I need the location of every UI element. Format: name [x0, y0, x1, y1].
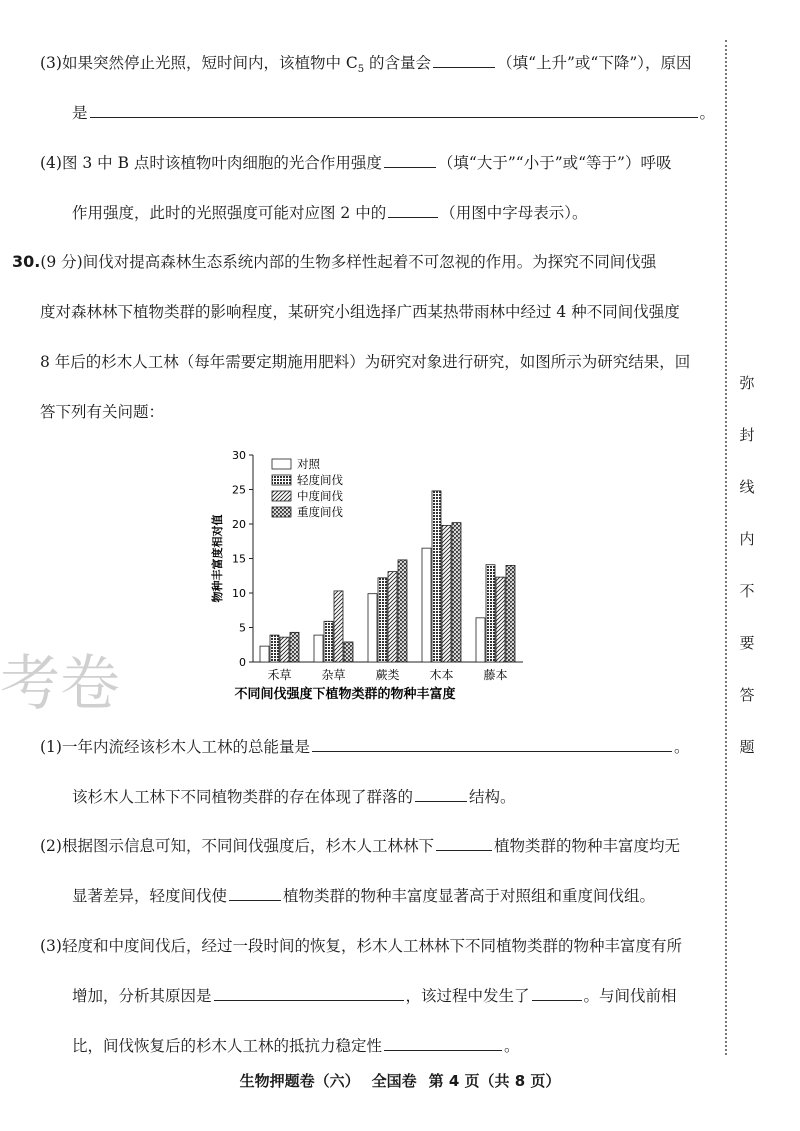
x-tick-label: 木本: [429, 668, 454, 682]
q30-part3-text-d: 比，间伐恢复后的杉木人工林的抵抗力稳定性: [72, 1037, 383, 1055]
legend-label: 重度间伐: [297, 505, 343, 519]
bar: [368, 594, 377, 662]
seal-char-4: 内: [739, 530, 755, 548]
chart-legend: [272, 457, 343, 519]
seal-char-5: 不: [739, 582, 755, 600]
bar: [334, 591, 343, 662]
q30-part3-stability-blank[interactable]: [384, 1035, 502, 1051]
bar: [280, 637, 289, 662]
c5-subscript: 5: [357, 64, 365, 76]
q30-part2-line2: [72, 885, 655, 907]
y-tick-label: 30: [232, 449, 246, 462]
q30-part3-text-c: 。与间伐前相: [583, 987, 677, 1005]
seal-char-8: 题: [739, 738, 755, 756]
y-tick-label: 25: [232, 483, 246, 497]
x-tick-label: 藤本: [483, 668, 508, 682]
q29-part4-text-a: (4)图 3 中 B 点时该植物叶肉细胞的光合作用强度: [40, 154, 382, 172]
q30-part1-text-b: 该杉木人工林下不同植物类群的存在体现了群落的: [72, 788, 414, 806]
footer-exam-title: 生物押题卷（六）: [239, 1072, 360, 1090]
q30-intro-text-1: (9 分)间伐对提高森林生态系统内部的生物多样性起着不可忽视的作用。为探究不同间伐强: [40, 253, 657, 271]
q30-intro-line4: 答下列有关问题：: [40, 403, 165, 421]
q30-number: 30.: [12, 252, 41, 271]
legend-swatch: [272, 475, 291, 485]
bar: [388, 572, 397, 662]
q30-part2-text-c: 显著差异，轻度间伐使: [72, 887, 228, 905]
q30-part2-text-b: 植物类群的物种丰富度均无: [493, 837, 680, 855]
q30-part2-text-a: (2)根据图示信息可知，不同间伐强度后，杉木人工林林下: [40, 837, 434, 855]
seal-char-6: 要: [739, 634, 755, 652]
q29-part4-text-c: 作用强度，此时的光照强度可能对应图 2 中的: [72, 204, 387, 222]
q29-part4-text-d: （用图中字母表示）。: [440, 204, 588, 222]
q30-intro-line1: [12, 251, 656, 273]
seal-char-3: 线: [739, 478, 755, 496]
bar: [324, 621, 333, 662]
q30-intro-line2: 度对森林林下植物类群的影响程度，某研究小组选择广西某热带雨林中经过 4 种不同间伐强度: [40, 303, 680, 321]
watermark-stamp: 考卷: [0, 649, 120, 719]
y-tick-label: 0: [239, 656, 246, 669]
q30-part3-line3: [72, 1035, 520, 1057]
q29-part3-period: 。: [699, 104, 716, 122]
q29-part3-text-c: （填“上升”或“下降”），原因: [497, 54, 692, 72]
bar: [496, 577, 505, 662]
q30-part2-text-d: 植物类群的物种丰富度显著高于对照组和重度间伐组。: [283, 887, 656, 905]
legend-swatch: [272, 507, 291, 517]
bar: [378, 578, 387, 662]
legend-swatch: [272, 491, 291, 501]
y-tick-label: 20: [232, 518, 246, 531]
footer-scope: 全国卷: [371, 1072, 417, 1090]
x-tick-label: 禾草: [267, 668, 292, 682]
q29-part3-line2: [72, 102, 715, 124]
q29-part3-reason-blank[interactable]: [90, 102, 698, 118]
q30-part3-period: 。: [504, 1037, 520, 1055]
q29-part4-line2: [72, 202, 587, 224]
y-tick-label: 15: [232, 552, 246, 566]
bar: [452, 523, 461, 662]
x-tick-label: 杂草: [321, 668, 346, 682]
q30-part3-succession-blank[interactable]: [532, 985, 582, 1001]
q30-part1-text-a: (1)一年内流经该杉木人工林的总能量是: [40, 738, 310, 756]
seal-char-2: 封: [739, 426, 755, 444]
legend-label: 轻度间伐: [297, 473, 343, 487]
species-richness-chart: [205, 440, 535, 710]
legend-swatch: [272, 459, 291, 469]
seal-char-7: 答: [739, 686, 755, 704]
q29-part3-text-b: 的含量会: [364, 54, 432, 72]
x-tick-label: 蕨类: [375, 668, 400, 682]
bar: [506, 565, 515, 662]
y-tick-label: 10: [232, 587, 246, 600]
q30-part3-text-a: 增加，分析其原因是: [72, 987, 212, 1005]
page-footer: [0, 1070, 800, 1091]
q30-part1-energy-blank[interactable]: [312, 736, 672, 752]
q30-part1-line2: [72, 786, 516, 808]
q29-part4-text-b: （填“大于”“小于”或“等于”）呼吸: [437, 154, 672, 172]
bar: [344, 642, 353, 662]
y-tick-label: 5: [239, 621, 246, 635]
q30-part1-line1: [40, 736, 689, 758]
bar: [314, 635, 323, 662]
q30-part1-period: 。: [673, 738, 690, 756]
q30-part3-text-b: ，该过程中发生了: [405, 987, 530, 1005]
bar: [432, 491, 441, 662]
q29-part3-answer-blank-1[interactable]: [433, 52, 495, 68]
q30-intro-line3: 8 年后的杉木人工林（每年需要定期施用肥料）为研究对象进行研究，如图所示为研究结果，回: [40, 353, 691, 371]
bar: [290, 632, 299, 662]
q30-part3-line1: (3)轻度和中度间伐后，经过一段时间的恢复，杉木人工林林下不同植物类群的物种丰富度有所: [40, 937, 682, 955]
bar: [398, 560, 407, 662]
bar: [476, 618, 485, 662]
chart-title: 不同间伐强度下植物类群的物种丰富度: [234, 687, 456, 702]
seal-dotted-line: [725, 40, 727, 1055]
bar: [442, 525, 451, 662]
q29-part3-line1: [40, 52, 692, 81]
q30-part1-text-c: 结构。: [469, 788, 516, 806]
seal-char-1: 弥: [739, 374, 755, 392]
bar: [270, 635, 279, 662]
q29-part3-reason-label: 是: [72, 104, 88, 122]
q30-part2-answer-blank-2[interactable]: [229, 885, 281, 901]
bar: [486, 565, 495, 662]
q30-part3-reason-blank[interactable]: [214, 985, 404, 1001]
q30-part2-answer-blank-1[interactable]: [436, 835, 492, 851]
q29-part4-answer-blank-1[interactable]: [384, 152, 436, 168]
bar: [260, 646, 269, 662]
q29-part4-line1: [40, 152, 671, 174]
bar: [422, 548, 431, 662]
footer-page-number: 第 4 页（共 8 页）: [428, 1072, 561, 1090]
q29-part3-text-a: (3)如果突然停止光照，短时间内，该植物中 C: [40, 54, 358, 72]
legend-label: 对照: [297, 457, 320, 471]
q30-part1-structure-blank[interactable]: [415, 786, 467, 802]
q29-part4-answer-blank-2[interactable]: [388, 202, 438, 218]
y-axis-label: 物种丰富度相对值: [211, 514, 224, 603]
legend-label: 中度间伐: [297, 489, 343, 503]
q30-part3-line2: [72, 985, 677, 1007]
q30-part2-line1: [40, 835, 680, 857]
